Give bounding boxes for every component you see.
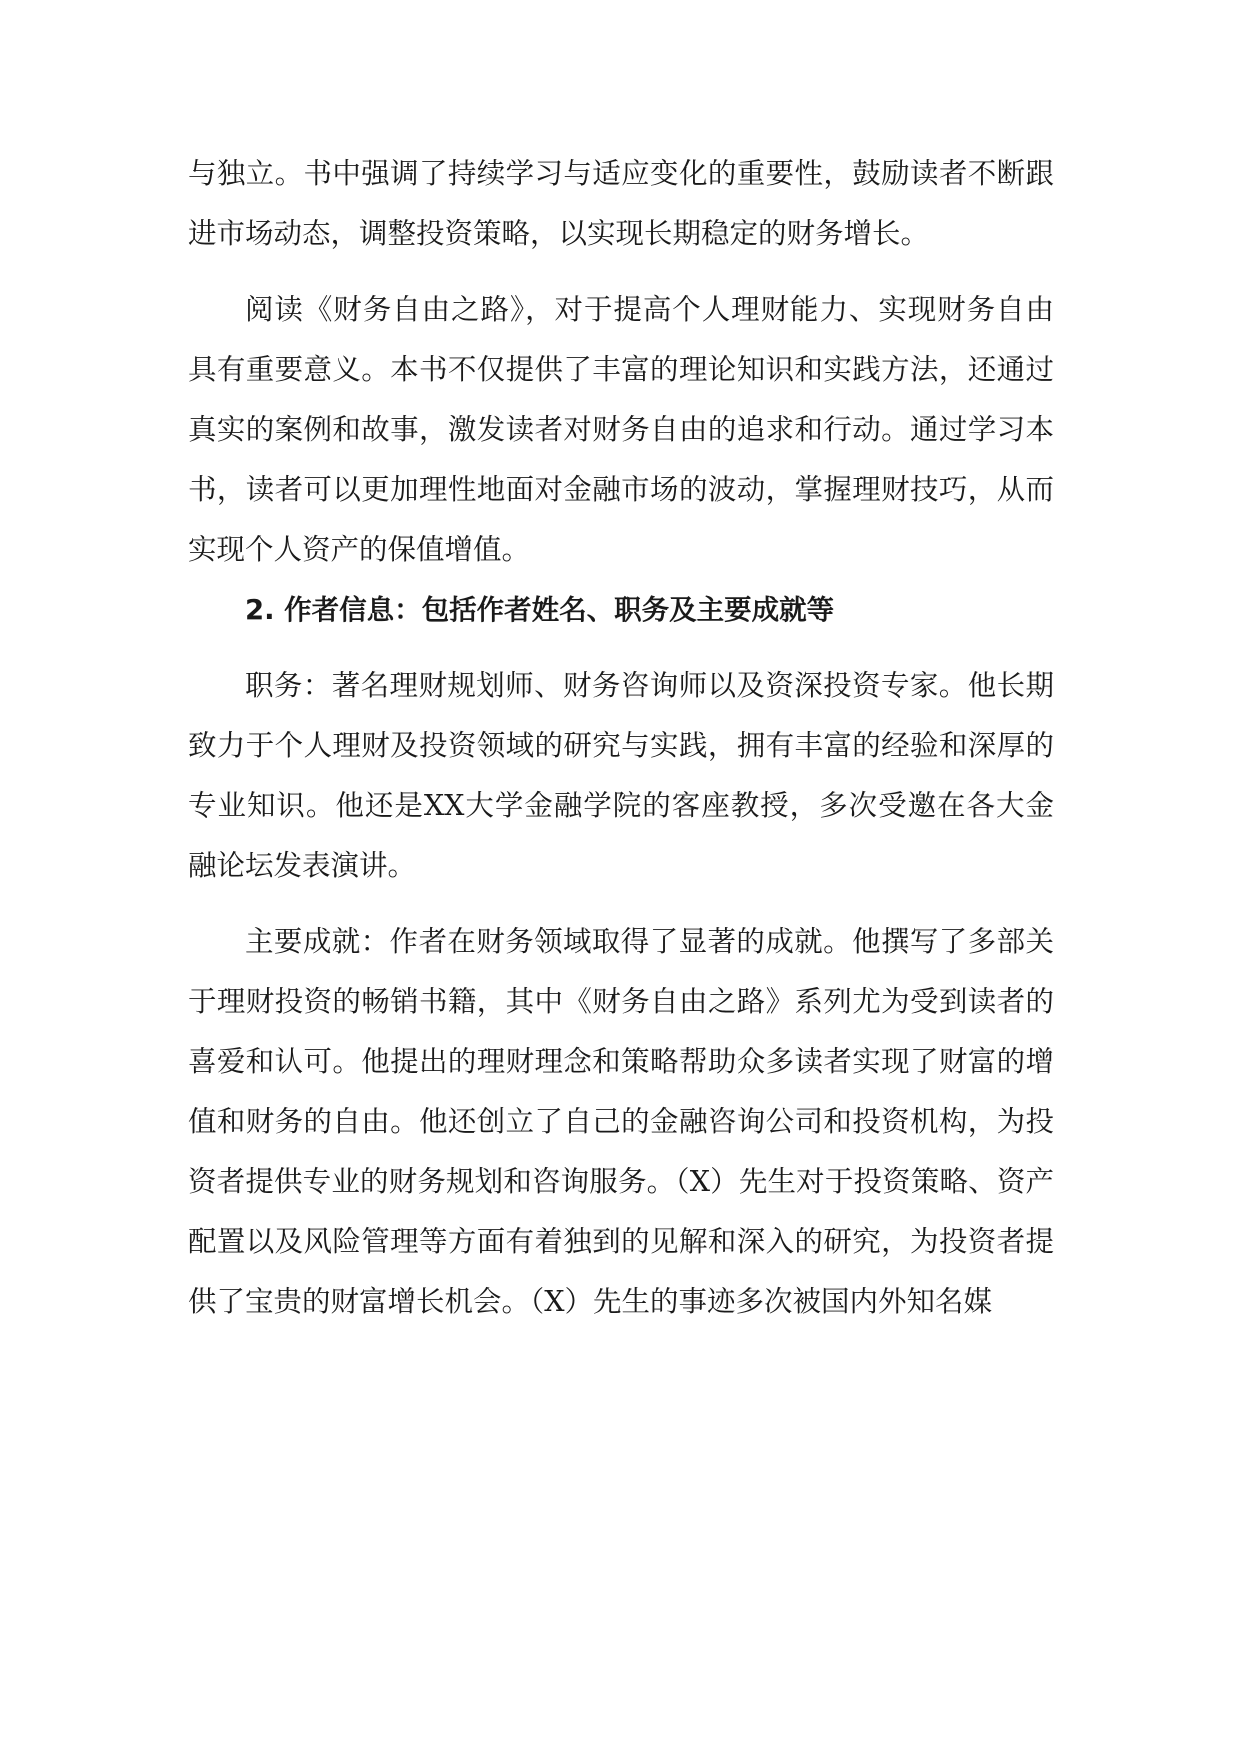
paragraph-reading-significance: 阅读《财务自由之路》，对于提高个人理财能力、实现财务自由具有重要意义。本书不仅提供了丰富的理论知识和实践方法，还通过真实的案例和故事，激发读者对财务自由的追求和行动。通过学习本书，读者可以更加理性地面对金融市场的波动，掌握理财技巧，从而实现个人资产的保值增值。 (188, 293, 1054, 566)
section-heading-author-info: 2. 作者信息：包括作者姓名、职务及主要成就等 (245, 594, 835, 626)
paragraph-continuation: 与独立。书中强调了持续学习与适应变化的重要性，鼓励读者不断跟进市场动态，调整投资策略，以实现长期稳定的财务增长。 (188, 157, 1054, 250)
paragraph-author-position: 职务：著名理财规划师、财务咨询师以及资深投资专家。他长期致力于个人理财及投资领域的研究与实践，拥有丰富的经验和深厚的专业知识。他还是XX大学金融学院的客座教授，多次受邀在各大金融论坛发表演讲。 (188, 669, 1054, 882)
paragraph-author-achievements: 主要成就：作者在财务领域取得了显著的成就。他撰写了多部关于理财投资的畅销书籍，其中《财务自由之路》系列尤为受到读者的喜爱和认可。他提出的理财理念和策略帮助众多读者实现了财富的增值和财务的自由。他还创立了自己的金融咨询公司和投资机构，为投资者提供专业的财务规划和咨询服务。（X）先生对于投资策略、资产配置以及风险管理等方面有着独到的见解和深入的研究，为投资者提供了宝贵的财富增长机会。（X）先生的事迹多次被国内外知名媒 (188, 925, 1054, 1318)
document-body (188, 144, 1054, 1332)
